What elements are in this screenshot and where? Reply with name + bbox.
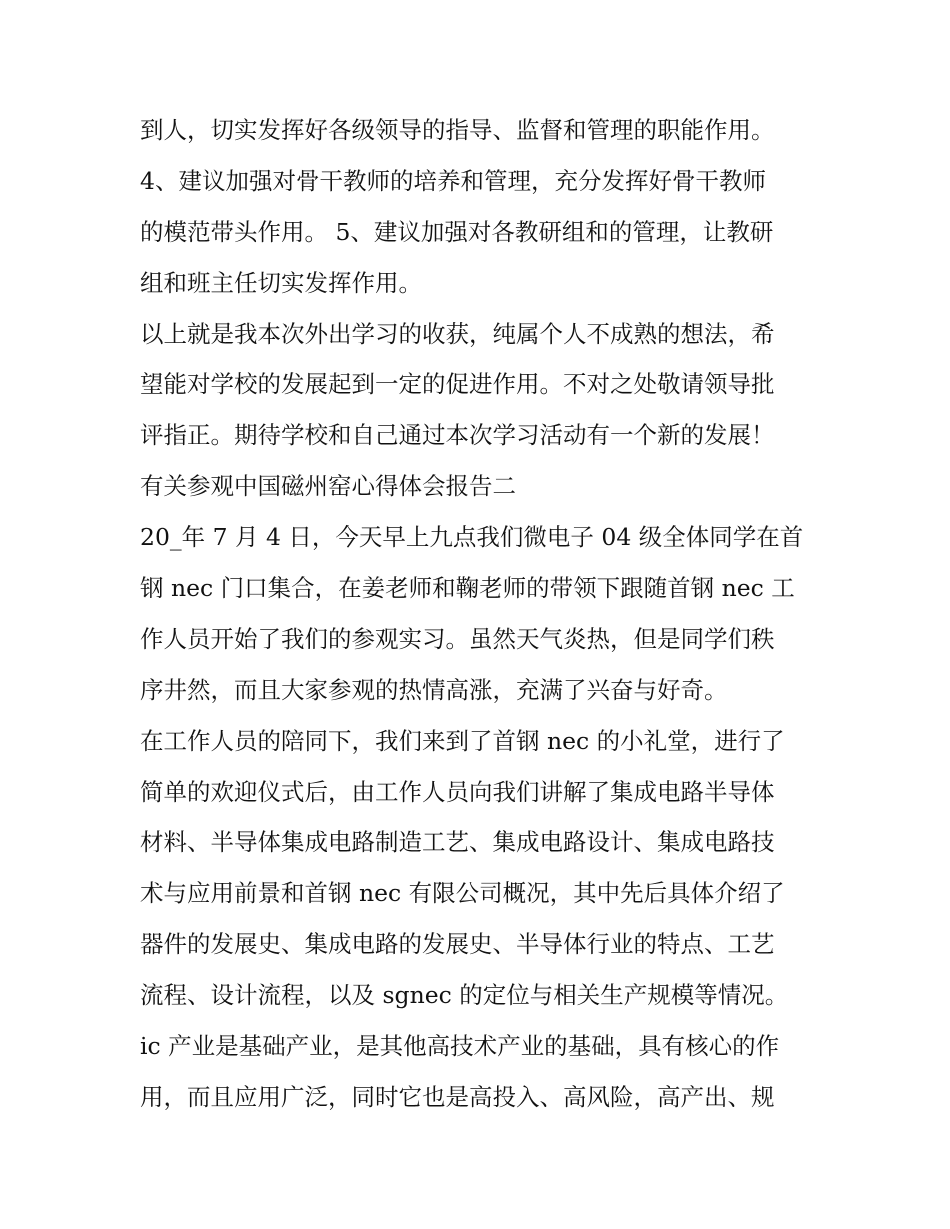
text-line: 望能对学校的发展起到一定的促进作用。不对之处敬请领导批: [140, 370, 775, 399]
text-line: 20_年 7 月 4 日，今天早上九点我们微电子 04 级全体同学在首: [140, 523, 804, 552]
text-line: 用，而且应用广泛，同时它也是高投入、高风险，高产出、规: [140, 1082, 775, 1111]
section-heading: 有关参观中国磁州窑心得体会报告二: [140, 472, 516, 501]
text-line: 简单的欢迎仪式后，由工作人员向我们讲解了集成电路半导体: [140, 777, 775, 806]
text-line: 以上就是我本次外出学习的收获，纯属个人不成熟的想法，希: [140, 319, 775, 348]
text-line: 到人，切实发挥好各级领导的指导、监督和管理的职能作用。: [140, 116, 775, 144]
text-line: 组和班主任切实发挥作用。: [140, 268, 422, 297]
text-line: 流程、设计流程，以及 sgnec 的定位与相关生产规模等情况。: [140, 981, 789, 1010]
text-line: 4、建议加强对骨干教师的培养和管理，充分发挥好骨干教师: [140, 166, 766, 195]
text-line: 序井然，而且大家参观的热情高涨，充满了兴奋与好奇。: [140, 675, 728, 704]
text-line: 器件的发展史、集成电路的发展史、半导体行业的特点、工艺: [140, 930, 775, 959]
text-line: ic 产业是基础产业，是其他高技术产业的基础，具有核心的作: [140, 1032, 780, 1061]
text-line: 钢 nec 门口集合，在姜老师和鞠老师的带领下跟随首钢 nec 工: [140, 574, 795, 603]
text-line: 在工作人员的陪同下，我们来到了首钢 nec 的小礼堂，进行了: [140, 726, 785, 755]
text-line: 材料、半导体集成电路制造工艺、集成电路设计、集成电路技: [140, 828, 775, 857]
text-line: 术与应用前景和首钢 nec 有限公司概况，其中先后具体介绍了: [140, 879, 785, 908]
text-line: 的模范带头作用。 5、建议加强对各教研组和的管理，让教研: [140, 217, 774, 246]
text-line: 作人员开始了我们的参观实习。虽然天气炎热，但是同学们秩: [140, 624, 775, 653]
text-line: 评指正。期待学校和自己通过本次学习活动有一个新的发展！: [140, 421, 775, 450]
document-body: [140, 105, 820, 1123]
